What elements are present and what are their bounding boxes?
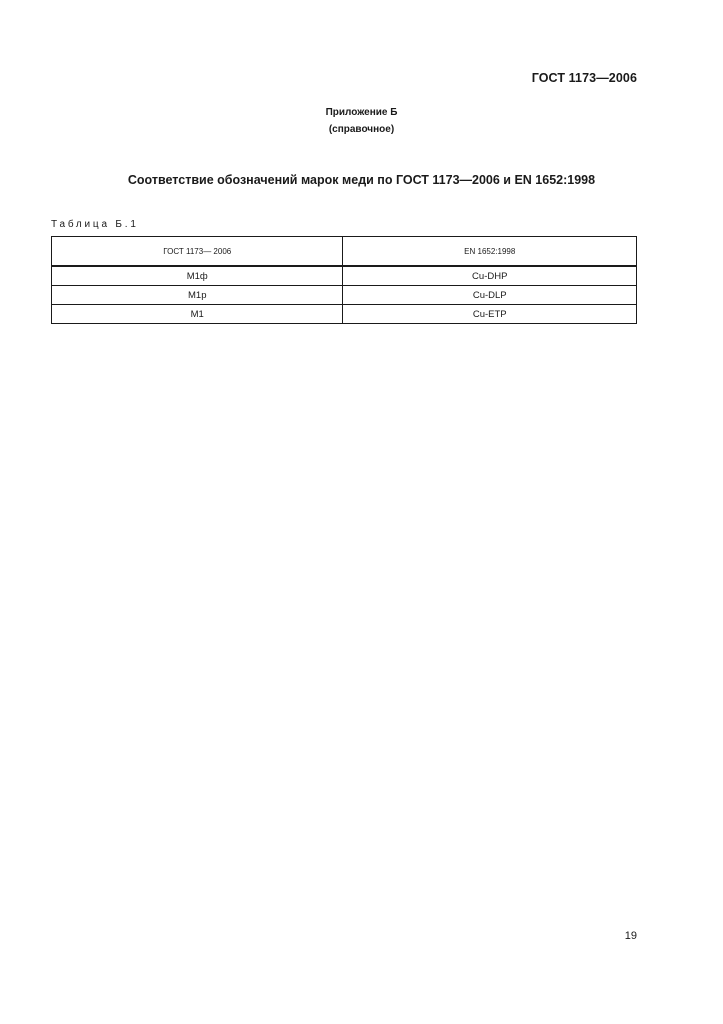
table-cell-en: Cu-ETP bbox=[343, 305, 637, 324]
appendix-subtitle: (справочное) bbox=[328, 124, 395, 135]
table-header-row bbox=[52, 237, 637, 267]
document-header-code: ГОСТ 1173—2006 bbox=[531, 71, 637, 85]
table-cell-en: Cu-DHP bbox=[343, 266, 637, 286]
table-caption: Таблица Б.1 bbox=[51, 219, 139, 230]
table-cell-gost: М1 bbox=[52, 305, 343, 324]
correspondence-table bbox=[51, 236, 637, 324]
page-number: 19 bbox=[624, 930, 637, 942]
table-row bbox=[52, 305, 637, 324]
column-header-en: EN 1652:1998 bbox=[343, 237, 637, 267]
table-cell-gost: М1р bbox=[52, 286, 343, 305]
table-cell-gost: М1ф bbox=[52, 266, 343, 286]
section-title: Соответствие обозначений марок меди по ГОСТ 1173—2006 и EN 1652:1998 bbox=[127, 173, 596, 187]
table-cell-en: Cu-DLP bbox=[343, 286, 637, 305]
column-header-gost: ГОСТ 1173— 2006 bbox=[52, 237, 343, 267]
appendix-title: Приложение Б bbox=[325, 107, 398, 118]
appendix-heading bbox=[0, 104, 723, 138]
table-row bbox=[52, 286, 637, 305]
table-row bbox=[52, 266, 637, 286]
